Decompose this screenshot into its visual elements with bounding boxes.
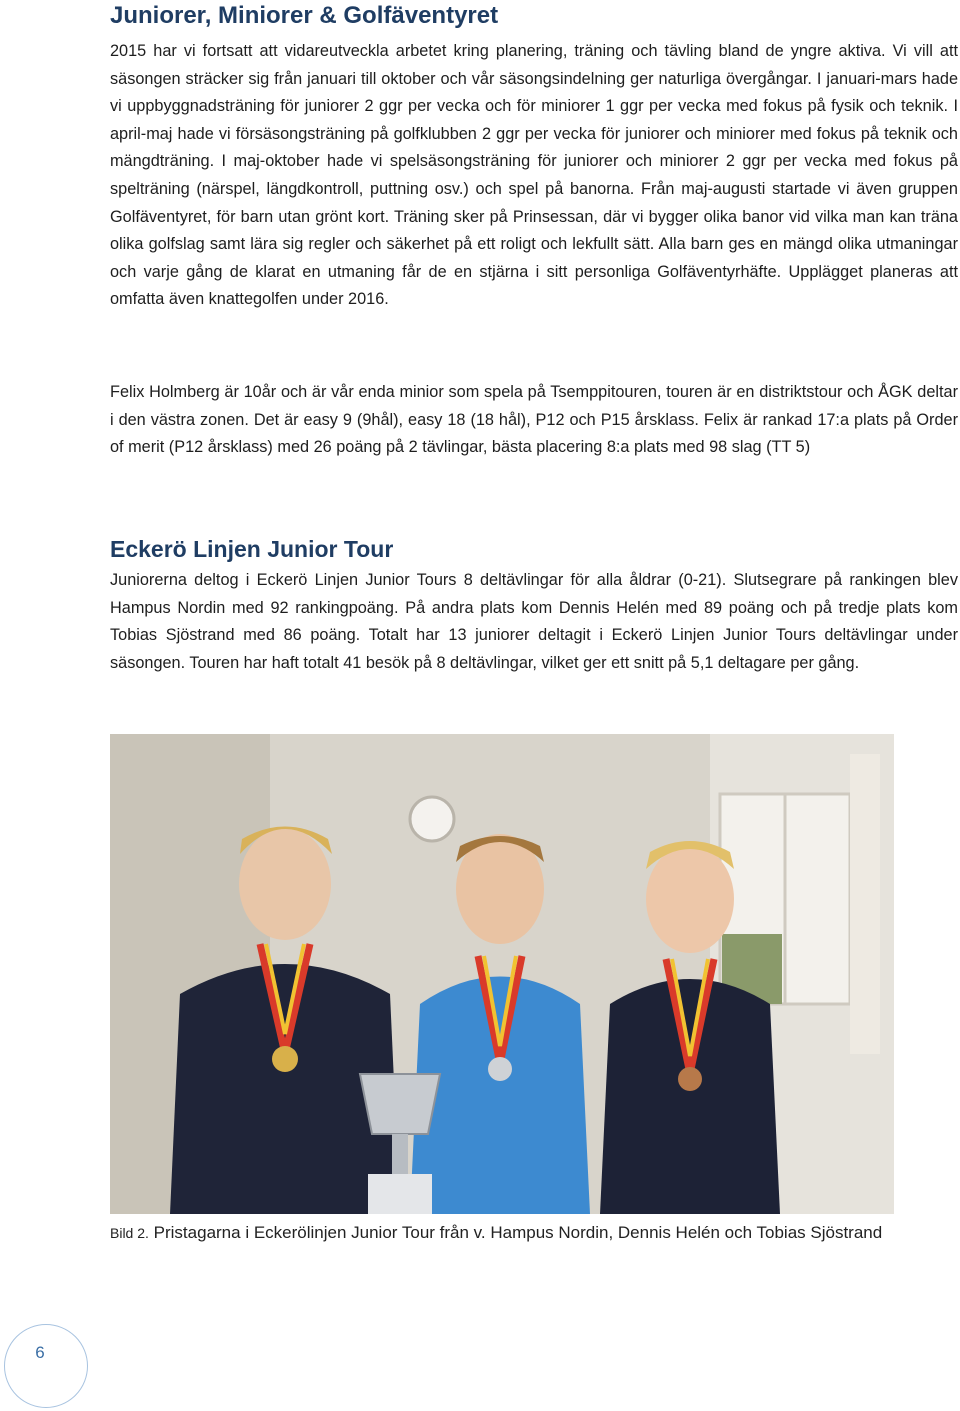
paragraph-eckero-tour: Juniorerna deltog i Eckerö Linjen Junior Tours 8 deltävlingar för alla åldrar (0-21). Slutsegrare på rankingen blev Hampus Nordin med 92 rankingpoäng. På andra plats kom Dennis Helén med 89 poäng och på tredje plats kom Tobias Sjöstrand med 86 poäng. Totalt har 13 juniorer deltagit i Eckerö Linjen Junior Tours deltävlingar under säsongen. Touren har haft totalt 41 besök på 8 deltävlingar, vilket ger ett snitt på 5,1 deltagare per gång. — [110, 571, 958, 672]
page-number: 6 — [35, 1343, 45, 1362]
caption-text: Pristagarna i Eckerölinjen Junior Tour från v. Hampus Nordin, Dennis Helén och Tobias Sjöstrand — [153, 1223, 883, 1242]
section-heading-eckero: Eckerö Linjen Junior Tour — [110, 536, 394, 562]
photo-prize-winners — [110, 734, 894, 1214]
paragraph-training: 2015 har vi fortsatt att vidareutveckla arbetet kring planering, träning och tävling bland de yngre aktiva. Vi vill att säsongen sträcker sig från januari till oktober och vår säsongsindelning ger naturliga övergångar. I januari-mars hade vi uppbyggnadsträning för juniorer 2 ggr per vecka och för miniorer 1 ggr per vecka med fokus på fysik och teknik. I april-maj hade vi försäsongsträning på golfklubben 2 ggr per vecka för juniorer och miniorer med fokus på teknik och mängdträning. I maj-oktober hade vi spelsäsongsträning för juniorer och miniorer 2 ggr per vecka med fokus på spelträning (närspel, längdkontroll, puttning osv.) och spel på banorna. Från maj-augusti startade vi även gruppen Golfäventyret, för barn utan grönt kort. Träning sker på Prinsessan, där vi bygger olika banor vid vilka man kan träna olika golfslag samt lära sig regler och säkerhet på ett roligt och lekfullt sätt. Alla barn ges en mängd olika utmaningar och varje gång de klarat en utmaning får de en stjärna i sitt personliga Golfäventyrhäfte. Upplägget planeras att omfatta även knattegolfen under 2016. — [110, 42, 958, 309]
page-number-badge — [4, 1324, 88, 1408]
figure-caption — [110, 1218, 958, 1248]
paragraph-felix: Felix Holmberg är 10år och är vår enda minior som spela på Tsemppitouren, touren är en distriktstour och ÅGK deltar i den västra zonen. Det är easy 9 (9hål), easy 18 (18 hål), P12 och P15 årsklass. Felix är rankad 17:a plats på Order of merit (P12 årsklass) med 26 poäng på 2 tävlingar, bästa placering 8:a plats med 98 slag (TT 5) — [110, 383, 958, 457]
section-heading-juniorer: Juniorer, Miniorer & Golfäventyret — [110, 2, 499, 29]
caption-label: Bild 2. — [110, 1225, 149, 1241]
